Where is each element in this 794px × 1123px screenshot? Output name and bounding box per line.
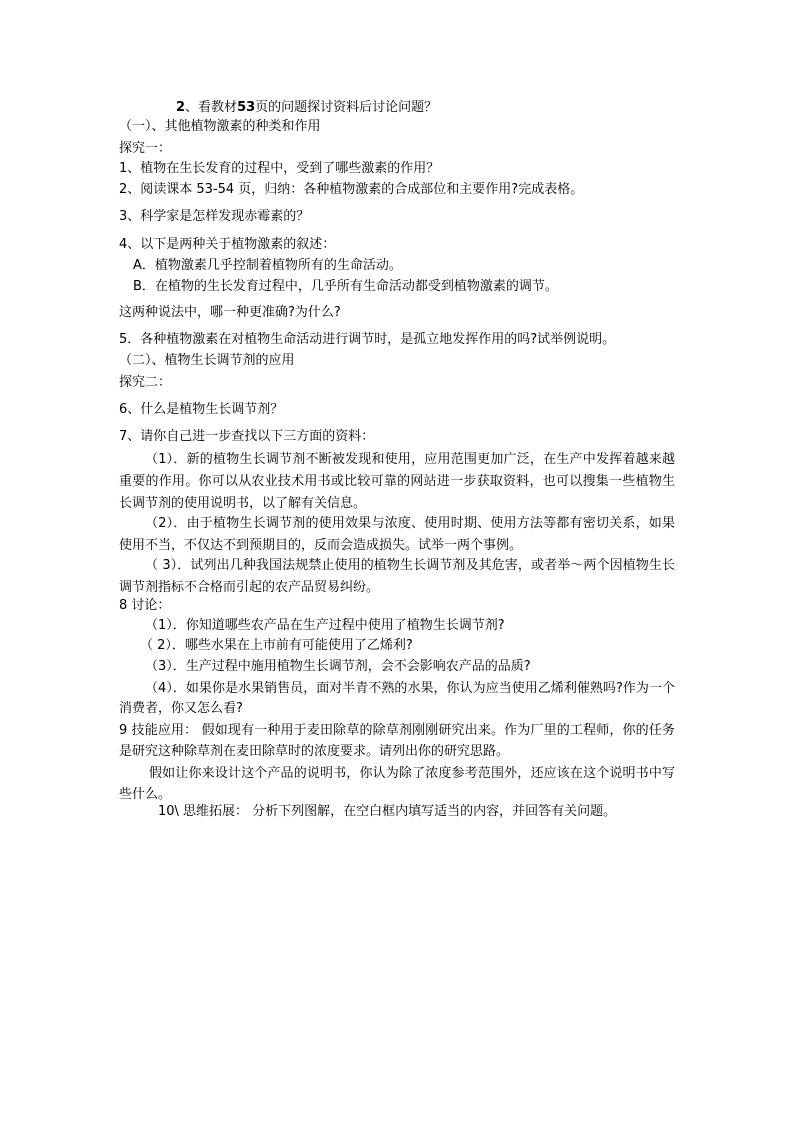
section-2-title: （二）、植物生长调节剂的应用 bbox=[119, 353, 295, 368]
explore-2-label: 探究二： bbox=[119, 375, 172, 390]
question-8-item-1: （1）．你知道哪些农产品在生产过程中使用了植物生长调节剂? bbox=[145, 618, 505, 633]
question-6: 6、什么是植物生长调节剂？ bbox=[119, 402, 284, 417]
question-1: 1、植物在生长发育的过程中，受到了哪些激素的作用？ bbox=[119, 161, 440, 176]
question-9: 9 技能应用： 假如现有一种用于麦田除草的除草剂刚刚研究出来。作为厂里的工程师，你的任务是研究这种除草剂在麦田除草时的浓度要求。请列出你的研究思路。 bbox=[119, 723, 675, 759]
heading-text-a: 、看教材 bbox=[185, 100, 238, 115]
question-8-item-4: （4）．如果你是水果销售员，面对半青不熟的水果，你认为应当使用乙烯利催熟吗?作为一个消费者，你又怎么看? bbox=[119, 681, 675, 716]
question-4-option-b: B．在植物的生长发育过程中，几乎所有生命活动都受到植物激素的调节。 bbox=[133, 279, 558, 294]
question-4-option-a: A．植物激素几乎控制着植物所有的生命活动。 bbox=[133, 258, 402, 273]
question-4-ask: 这两种说法中，哪一种更准确?为什么? bbox=[119, 305, 341, 320]
heading-number: 2 bbox=[176, 100, 186, 115]
heading bbox=[176, 99, 437, 117]
explore-1-label: 探究一： bbox=[119, 141, 172, 156]
question-10: 10\ 思维拓展： 分析下列图解，在空白框内填写适当的内容，并回答有关问题。 bbox=[158, 804, 617, 819]
heading-page-number: 53 bbox=[237, 100, 256, 115]
question-2: 2、阅读课本 53-54 页，归纳：各种植物激素的合成部位和主要作用?完成表格。 bbox=[119, 182, 584, 197]
question-4: 4、以下是两种关于植物激素的叙述： bbox=[119, 237, 336, 252]
question-5: 5．各种植物激素在对植物生命活动进行调节时，是孤立地发挥作用的吗?试举例说明。 bbox=[119, 332, 616, 347]
question-7: 7、请你自己进一步查找以下三方面的资料： bbox=[119, 429, 375, 444]
question-7-item-1: （1）．新的植物生长调节剂不断被发现和使用，应用范围更加广泛，在生产中发挥着越来越重要的作用。你可以从农业技术用书或比较可靠的网站进一步获取资料，也可以搜集一些植物生长调节剂的使用说明书，以了解有关信息。 bbox=[119, 452, 675, 511]
question-3: 3、科学家是怎样发现赤霉素的？ bbox=[119, 209, 310, 224]
question-7-item-3: （ 3）．试列出几种我国法规禁止使用的植物生长调节剂及其危害，或者举～两个因植物生长调节剂指标不合格而引起的农产品贸易纠纷。 bbox=[119, 558, 675, 595]
question-8: 8 讨论： bbox=[119, 598, 171, 613]
question-9-part-b: 假如让你来设计这个产品的说明书，你认为除了浓度参考范围外，还应该在这个说明书中写些什么。 bbox=[119, 766, 675, 802]
question-8-item-3: （3）．生产过程中施用植物生长调节剂，会不会影响农产品的品质? bbox=[145, 659, 531, 674]
question-7-item-2: （2）．由于植物生长调节剂的使用效果与浓度、使用时期、使用方法等都有密切关系，如果使用不当，不仅达不到预期目的，反而会造成损失。试举一两个事例。 bbox=[119, 516, 675, 553]
heading-text-b: 页的问题探讨资料后讨论问题？ bbox=[255, 100, 438, 115]
section-1-title: （一）、其他植物激素的种类和作用 bbox=[119, 119, 321, 134]
question-8-item-2: （ 2）．哪些水果在上市前有可能使用了乙烯利? bbox=[140, 638, 413, 653]
